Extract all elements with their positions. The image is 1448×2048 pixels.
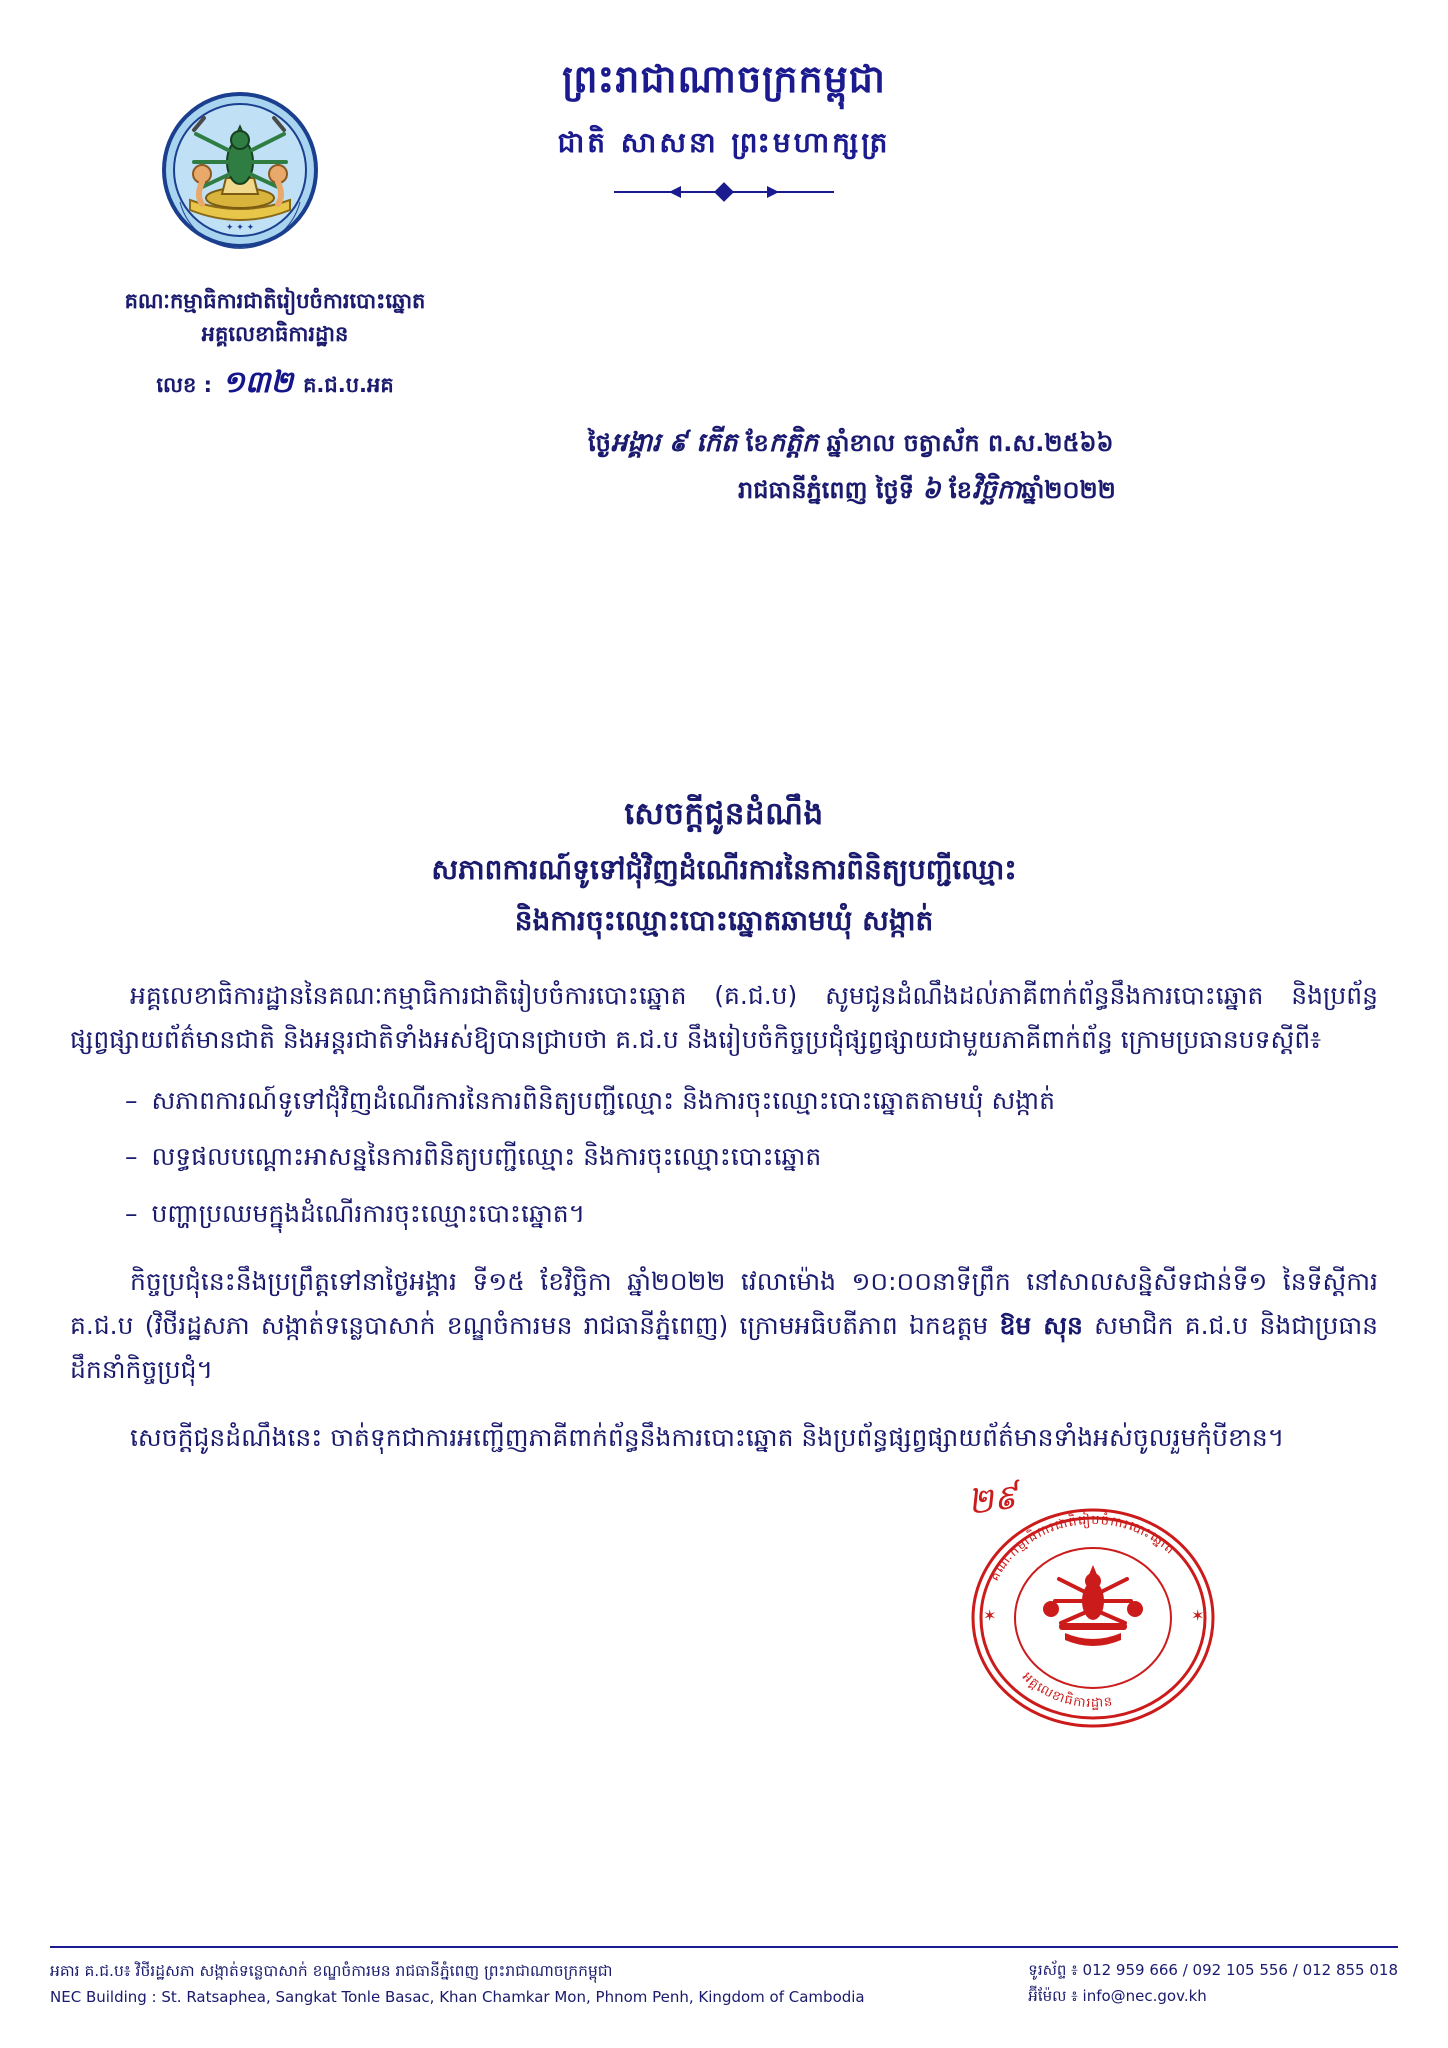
list-item-label: លទ្ធផលបណ្ដោះអាសន្ននៃការពិនិត្យបញ្ជីឈ្មោះ និងការចុះឈ្មោះបោះឆ្នោត — [151, 1142, 822, 1171]
date-block — [588, 420, 1358, 514]
footer-divider — [50, 1946, 1398, 1948]
document-number-row — [40, 360, 510, 407]
date-city: រាជធានីភ្នំពេញ ថ្ងៃទី — [738, 475, 914, 504]
footer-phone-label: ទូរស័ព្ទ ៖ — [1028, 1961, 1078, 1980]
date-weekday: អង្គារ — [610, 428, 661, 458]
meeting-details-part1: កិច្ចប្រជុំនេះនឹងប្រព្រឹត្តទៅនាថ្ងៃអង្គារ ទី១៥ ខែវិច្ឆិកា ឆ្នាំ២០២២ វេលាម៉ោង ១០:០០នាទីព្រឹក នៅសាលសន្និសីទជាន់ទី១ នៃទីស្ដីការ គ.ជ.ប (វិថីរដ្ឋសភា សង្កាត់ទន្លេបាសាក់ ខណ្ឌចំការមន រាជធានីភ្នំពេញ) ក្រោមអធិបតីភាព ឯកឧត្តម — [70, 1267, 1378, 1340]
divider-arrow-right-icon — [767, 186, 779, 198]
date-line-gregorian — [588, 467, 1358, 514]
kingdom-motto: ជាតិ សាសនា ព្រះមហាក្សត្រ — [557, 126, 891, 159]
issuer-department: អគ្គលេខាធិការដ្ឋាន — [201, 321, 349, 346]
divider-diamond-icon — [714, 182, 734, 202]
document-subtitle-2: និងការចុះឈ្មោះបោះឆ្នោតឆាមឃុំ សង្កាត់ — [514, 904, 934, 937]
dash-icon: – — [125, 1142, 138, 1171]
date-prefix: ថ្ងៃ — [588, 429, 611, 457]
document-body — [70, 974, 1378, 1460]
document-title-block — [70, 795, 1378, 944]
divider-arrow-left-icon — [669, 186, 681, 198]
footer-email-value[interactable]: info@nec.gov.kh — [1082, 1986, 1207, 2005]
footer-phone-row — [1028, 1958, 1398, 1984]
dash-icon: – — [125, 1198, 138, 1228]
kingdom-title: ព្រះរាជាណាចក្រកម្ពុជា — [562, 57, 886, 101]
footer-address-english: NEC Building : St. Ratsaphea, Sangkat Tonle Basac, Khan Chamkar Mon, Phnom Penh, Kingdom of Cambodia — [50, 1987, 865, 2006]
list-item — [70, 1193, 1378, 1236]
footer-email-label: អ៊ីម៉ែល ៖ — [1028, 1986, 1078, 2005]
document-number-value: ១៣២ — [222, 365, 294, 401]
svg-text:✦ ✦ ✦: ✦ ✦ ✦ — [225, 223, 255, 233]
date-month-label-2: ខែ — [949, 475, 972, 504]
body-paragraph-3: សេចក្ដីជូនដំណឹងនេះ ចាត់ទុកជាការអញ្ជើញភាគីពាក់ព័ន្ធនឹងការបោះឆ្នោត និងប្រព័ន្ធផ្សព្វផ្សាយព័ត៌មានទាំងអស់ចូលរួមកុំបីខាន។ — [130, 1423, 1285, 1453]
body-paragraph-2 — [70, 1260, 1378, 1391]
page-title: សេចក្ដីជូនដំណឹង — [624, 796, 824, 832]
svg-text:អគ្គលេខាធិការដ្ឋាន: អគ្គលេខាធិការដ្ឋាន — [1019, 1669, 1115, 1712]
date-buddhist-year: ឆ្នាំខាល ចត្វាស័ក ព.ស.២៥៦៦ — [826, 429, 1114, 457]
national-emblem-icon — [160, 90, 320, 250]
body-paragraph-1: អគ្គលេខាធិការដ្ឋាននៃគណៈកម្មាធិការជាតិរៀបចំការបោះឆ្នោត (គ.ជ.ប) សូមជូនដំណឹងដល់ភាគីពាក់ព័ន្ធនឹងការបោះឆ្នោត និងប្រព័ន្ធផ្សព្វផ្សាយព័ត៌មានជាតិ និងអន្តរជាតិទាំងអស់ឱ្យបានជ្រាបថា គ.ជ.ប នឹងរៀបចំកិច្ចប្រជុំផ្សព្វផ្សាយជាមួយភាគីពាក់ព័ន្ធ ក្រោមប្រធានបទស្ដីពី៖ — [70, 981, 1378, 1054]
date-month: កត្តិក — [768, 428, 819, 458]
footer-address-khmer: អគារ គ.ជ.ប៖ វិថីរដ្ឋសភា សង្កាត់ទន្លេបាសាក់ ខណ្ឌចំការមន រាជធានីភ្នំពេញ ព្រះរាជាណាចក្រកម្ពុជា — [50, 1962, 613, 1981]
meeting-details-part2: សមាជិក គ.ជ.ប និងជាប្រធានដឹកនាំកិច្ចប្រជុំ។ — [70, 1310, 1378, 1384]
document-header — [70, 0, 1378, 250]
topics-list — [70, 1080, 1378, 1236]
date-year: ឆ្នាំ២០២២ — [1021, 475, 1116, 504]
dash-icon: – — [125, 1085, 138, 1115]
svg-text:✶: ✶ — [1191, 1606, 1205, 1625]
footer-phone-value: 012 959 666 / 092 105 556 / 012 855 018 — [1082, 1961, 1398, 1980]
issuer-block — [40, 285, 510, 407]
issuer-organization: គណៈកម្មាធិការជាតិរៀបចំការបោះឆ្នោត — [124, 289, 426, 313]
footer-address-block — [50, 1958, 865, 2010]
document-footer — [50, 1946, 1398, 2010]
list-item — [70, 1080, 1378, 1123]
ornamental-divider — [614, 184, 834, 200]
list-item-label: បញ្ហាប្រឈមក្នុងដំណើរការចុះឈ្មោះបោះឆ្នោត។ — [151, 1198, 586, 1228]
official-seal-stamp — [963, 1503, 1223, 1733]
list-item-label: សភាពការណ៍ទូទៅជុំវិញដំណើរការនៃការពិនិត្យបញ្ជីឈ្មោះ និងការចុះឈ្មោះបោះឆ្នោតតាមឃុំ សង្កាត់ — [151, 1085, 1055, 1115]
document-number-suffix: គ.ជ.ប.អគ — [303, 373, 394, 398]
footer-email-row — [1028, 1984, 1398, 2010]
date-month-2: វិច្ឆិកា — [971, 474, 1022, 505]
document-number-label: លេខ : — [156, 373, 213, 398]
footer-contact-block — [1028, 1958, 1398, 2009]
svg-text:គណៈកម្មាធិការជាតិរៀបចំការបោះឆ្: គណៈកម្មាធិការជាតិរៀបចំការបោះឆ្នោត — [987, 1512, 1178, 1584]
date-month-label: ខែ — [745, 429, 769, 457]
chairperson-name: ឱម សុន — [999, 1310, 1083, 1340]
date-lunar-day: ៩ កើត — [668, 428, 738, 458]
document-subtitle-1: សភាពការណ៍ទូទៅជុំវិញដំណើរការនៃការពិនិត្យបញ្ជីឈ្មោះ — [431, 853, 1017, 886]
date-day-number: ៦ — [922, 474, 941, 505]
list-item — [70, 1136, 1378, 1179]
date-line-khmer — [588, 420, 1358, 467]
svg-text:✶: ✶ — [983, 1606, 997, 1625]
handwritten-signature-mark: ២៩ — [965, 1476, 1021, 1524]
